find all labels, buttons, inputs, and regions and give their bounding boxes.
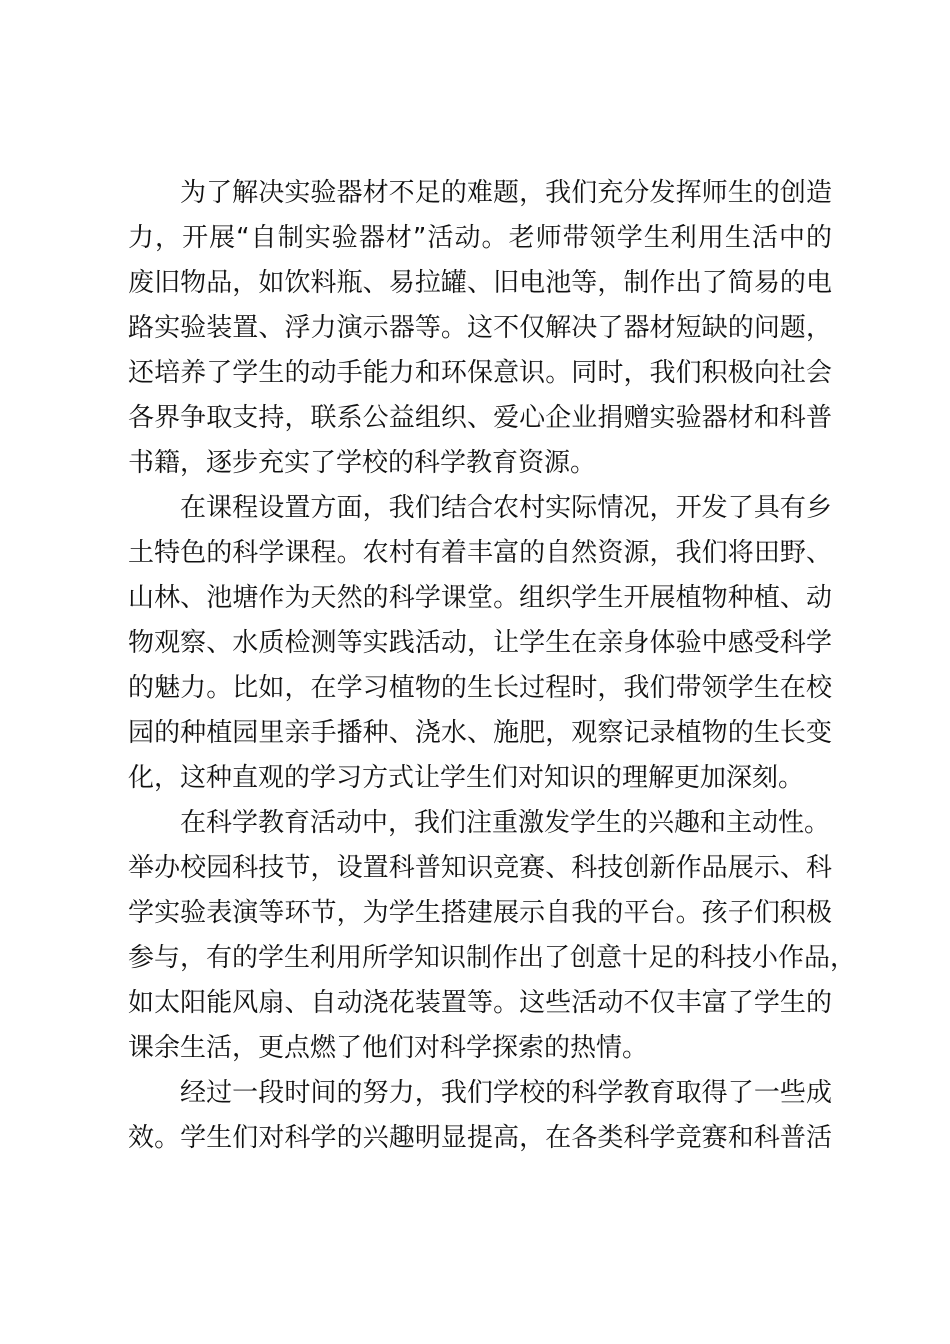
text-line: 效。学生们对科学的兴趣明显提高，在各类科学竞赛和科普活 bbox=[128, 1123, 832, 1153]
text-line: 山林、池塘作为天然的科学课堂。组织学生开展植物种植、动 bbox=[128, 583, 832, 613]
text-line: 经过一段时间的努力，我们学校的科学教育取得了一些成 bbox=[180, 1078, 832, 1108]
text-line: 的魅力。比如，在学习植物的生长过程时，我们带领学生在校 bbox=[128, 673, 832, 703]
text-line: 废旧物品，如饮料瓶、易拉罐、旧电池等，制作出了简易的电 bbox=[128, 268, 832, 298]
text-line: 还培养了学生的动手能力和环保意识。同时，我们积极向社会 bbox=[128, 358, 832, 388]
text-line: 为了解决实验器材不足的难题，我们充分发挥师生的创造 bbox=[180, 178, 832, 208]
text-line: 课余生活，更点燃了他们对科学探索的热情。 bbox=[128, 1033, 649, 1063]
text-line: 在课程设置方面，我们结合农村实际情况，开发了具有乡 bbox=[180, 493, 832, 523]
text-line: 土特色的科学课程。农村有着丰富的自然资源，我们将田野、 bbox=[128, 538, 832, 568]
text-line: 参与，有的学生利用所学知识制作出了创意十足的科技小作品， bbox=[128, 943, 857, 973]
text-line: 在科学教育活动中，我们注重激发学生的兴趣和主动性。 bbox=[180, 808, 831, 838]
text-line: 园的种植园里亲手播种、浇水、施肥，观察记录植物的生长变 bbox=[128, 718, 832, 748]
text-line: 如太阳能风扇、自动浇花装置等。这些活动不仅丰富了学生的 bbox=[128, 988, 832, 1018]
text-line: 举办校园科技节，设置科普知识竞赛、科技创新作品展示、科 bbox=[128, 853, 832, 883]
text-line: 学实验表演等环节，为学生搭建展示自我的平台。孩子们积极 bbox=[128, 898, 832, 928]
text-line: 物观察、水质检测等实践活动，让学生在亲身体验中感受科学 bbox=[128, 628, 832, 658]
text-line: 化，这种直观的学习方式让学生们对知识的理解更加深刻。 bbox=[128, 763, 805, 793]
text-line: 路实验装置、浮力演示器等。这不仅解决了器材短缺的问题， bbox=[128, 313, 832, 343]
text-line: 力，开展“自制实验器材”活动。老师带领学生利用生活中的 bbox=[128, 223, 832, 253]
text-line: 各界争取支持，联系公益组织、爱心企业捐赠实验器材和科普 bbox=[128, 403, 832, 433]
text-line: 书籍，逐步充实了学校的科学教育资源。 bbox=[128, 448, 597, 478]
